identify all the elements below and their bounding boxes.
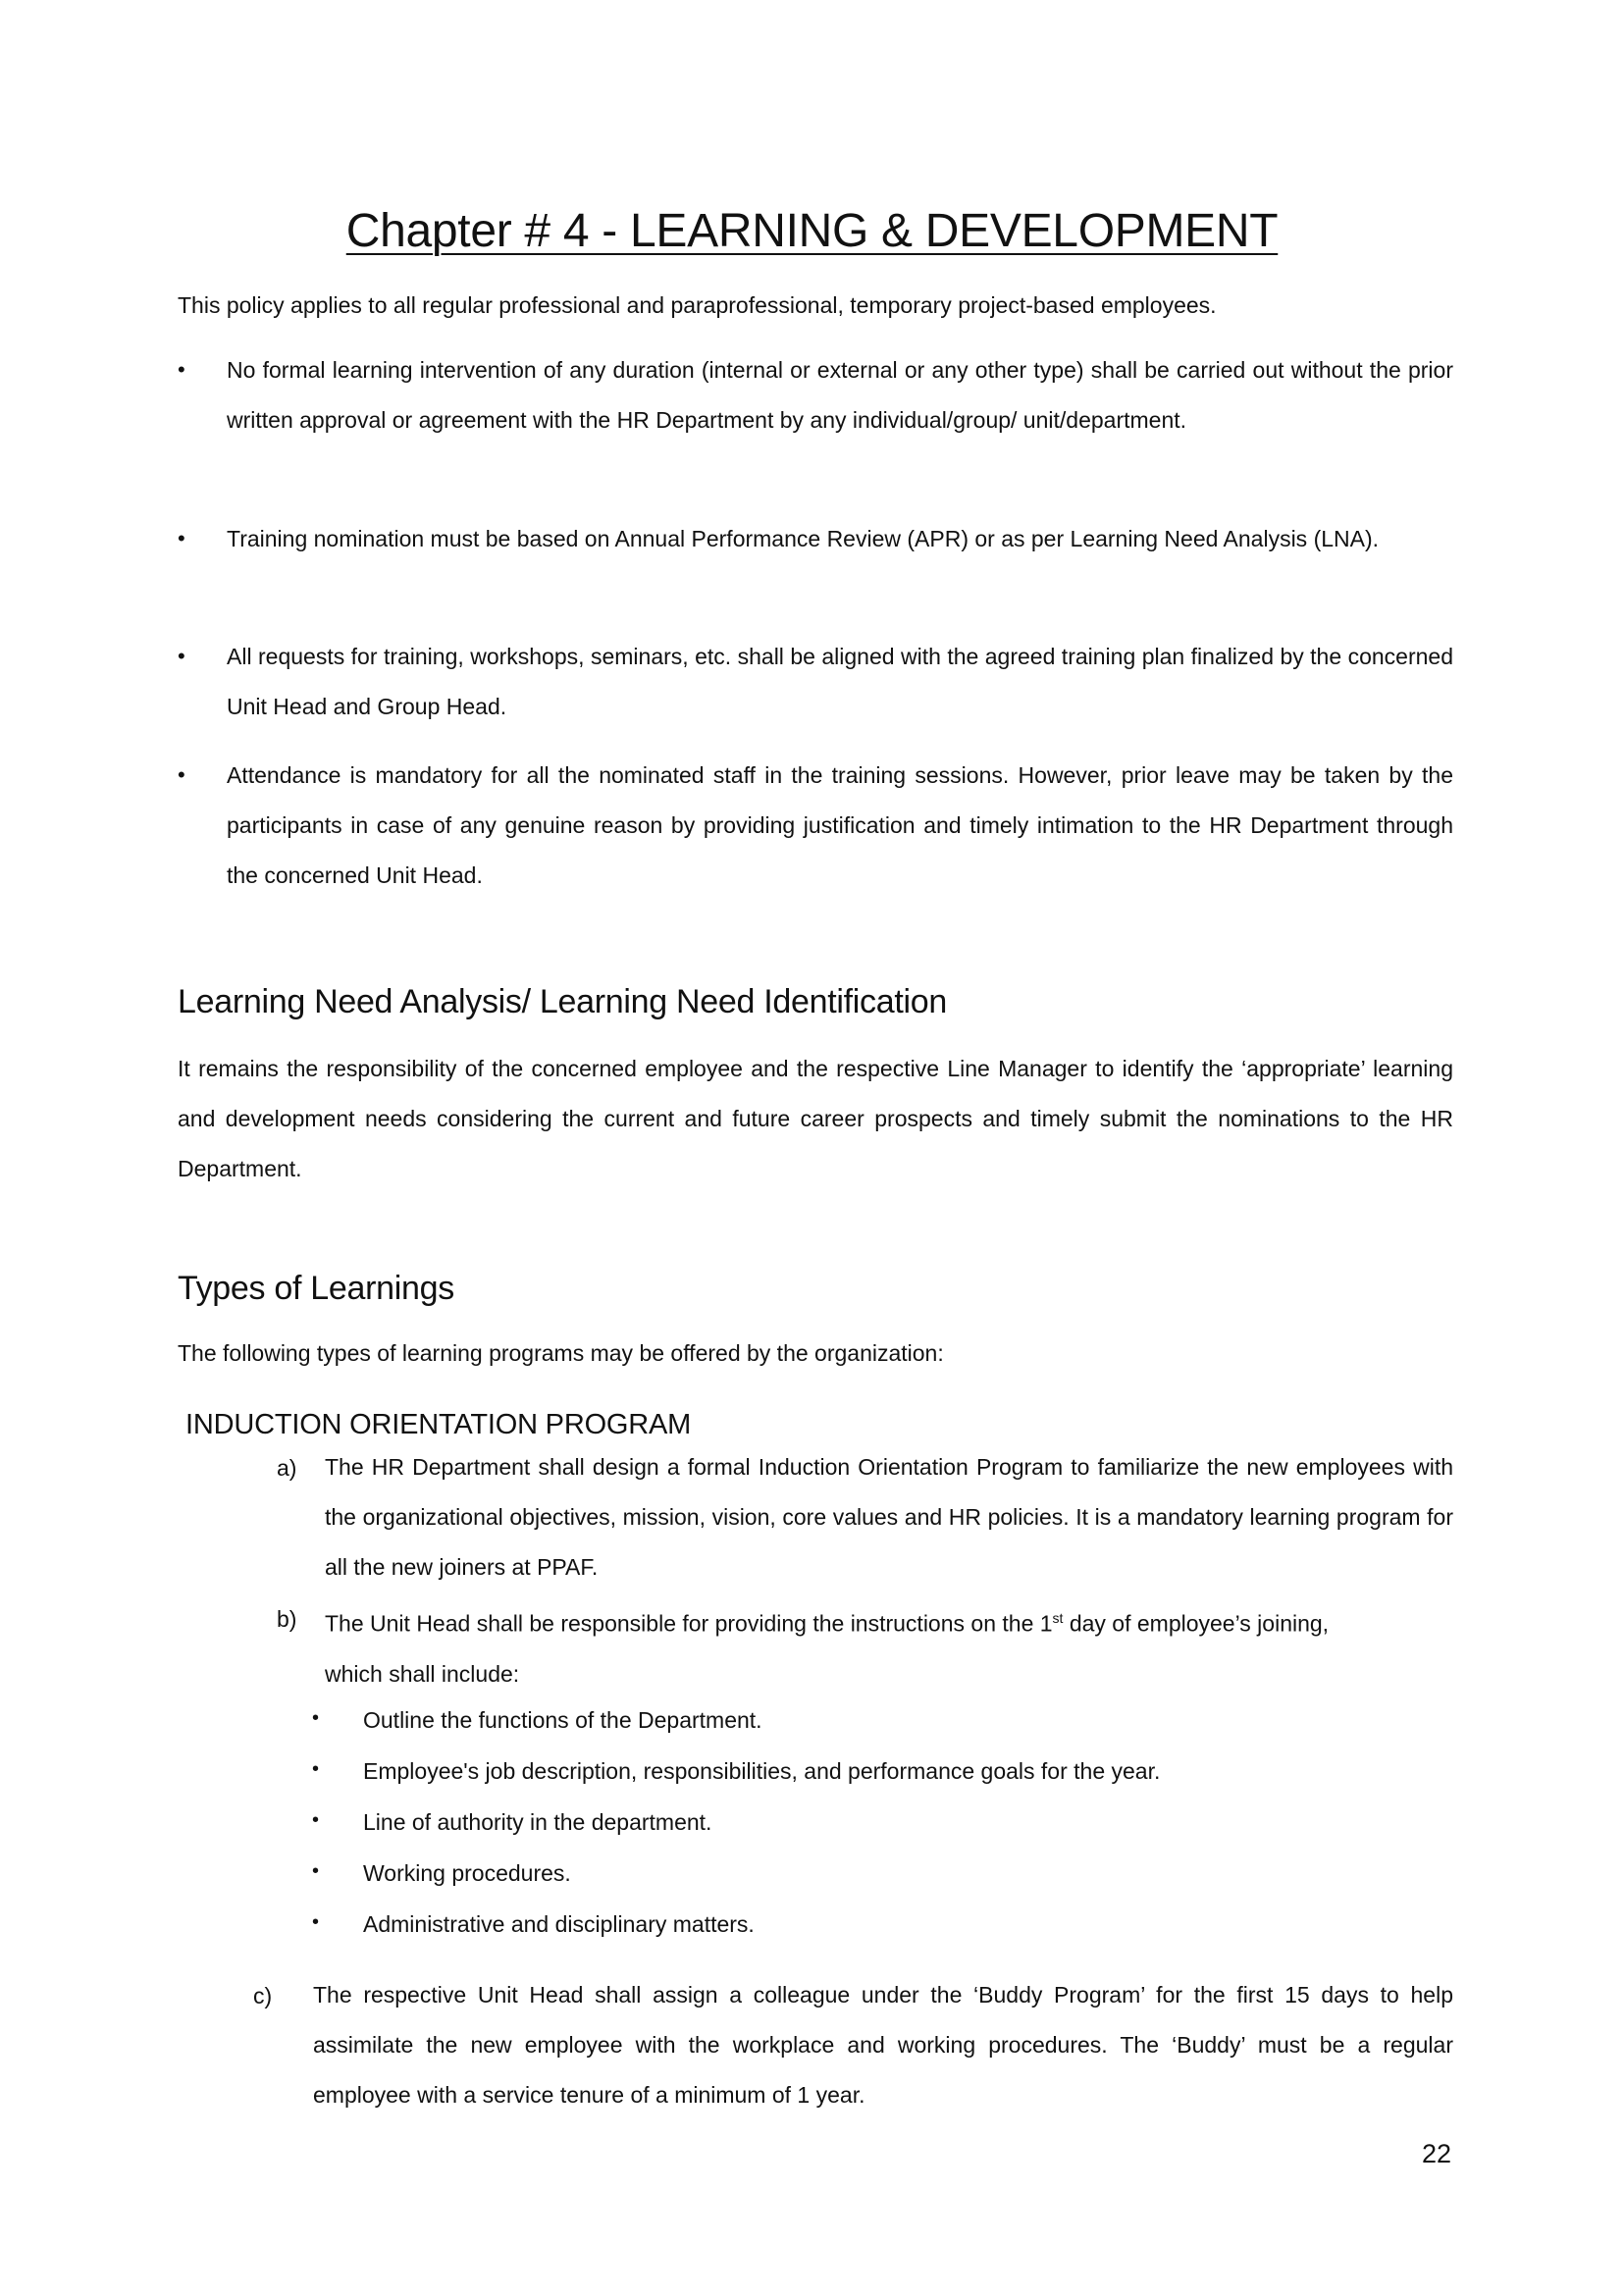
bullet-icon: • [312, 1758, 320, 1780]
sub-bullet-text: Outline the functions of the Department. [363, 1707, 762, 1733]
bullet-icon: • [178, 526, 185, 550]
bullet-icon: • [178, 644, 185, 668]
bullet-icon: • [312, 1860, 320, 1882]
section-body-types: The following types of learning programs may be offered by the organization: [178, 1340, 944, 1366]
bullet-icon: • [312, 1911, 320, 1933]
item-marker: c) [253, 1983, 273, 2008]
section-heading-lna: Learning Need Analysis/ Learning Need Identification [178, 983, 947, 1020]
sub-bullet-text: Employee's job description, responsibilities, and performance goals for the year. [363, 1758, 1161, 1784]
sub-bullet-text: Working procedures. [363, 1860, 571, 1886]
bullet-text: No formal learning intervention of any duration (internal or external or any other type) shall be carried out without the prior written approval or agreement with the HR Department by any individual/group/ unit/department. [227, 357, 1453, 433]
bullet-icon: • [178, 357, 185, 382]
sub-bullet-text: Line of authority in the department. [363, 1809, 712, 1835]
bullet-text: Training nomination must be based on Annual Performance Review (APR) or as per Learning Need Analysis (LNA). [227, 526, 1380, 551]
sub-bullet-text: Administrative and disciplinary matters. [363, 1911, 755, 1937]
intro-text: This policy applies to all regular professional and paraprofessional, temporary project-based employees. [178, 292, 1217, 318]
bullet-icon: • [178, 762, 185, 787]
bullet-icon: • [312, 1809, 320, 1831]
bullet-icon: • [312, 1707, 320, 1729]
item-marker: a) [277, 1455, 297, 1481]
page-number: 22 [1422, 2139, 1452, 2168]
bullet-text: Attendance is mandatory for all the nominated staff in the training sessions. However, prior leave may be taken by the participants in case of any genuine reason by providing justification and timely intimation to the HR Department through the concerned Unit Head. [227, 762, 1453, 888]
section-body-lna: It remains the responsibility of the concerned employee and the respective Line Manager to identify the ‘appropriate’ learning and development needs considering the current and future career prospects and timely submit the nominations to the HR Department. [178, 1056, 1453, 1181]
bullet-text: All requests for training, workshops, seminars, etc. shall be aligned with the agreed training plan finalized by the concerned Unit Head and Group Head. [227, 644, 1453, 719]
chapter-title: Chapter # 4 - LEARNING & DEVELOPMENT [345, 205, 1279, 257]
item-text: The HR Department shall design a formal Induction Orientation Program to familiarize the new employees with the organizational objectives, mission, vision, core values and HR policies. It is a mandatory learning program for all the new joiners at PPAF. [325, 1454, 1453, 1580]
item-text: The respective Unit Head shall assign a colleague under the ‘Buddy Program’ for the first 15 days to help assimilate the new employee with the workplace and working procedures. The ‘Buddy’ must be a regular employee with a service tenure of a minimum of 1 year. [313, 1982, 1453, 2108]
item-text: The Unit Head shall be responsible for providing the instructions on the 1st day of employee’s joining, which shall include: [325, 1610, 1330, 1687]
induction-heading: INDUCTION ORIENTATION PROGRAM [185, 1409, 692, 1440]
section-heading-types: Types of Learnings [178, 1270, 454, 1307]
item-marker: b) [277, 1606, 297, 1632]
